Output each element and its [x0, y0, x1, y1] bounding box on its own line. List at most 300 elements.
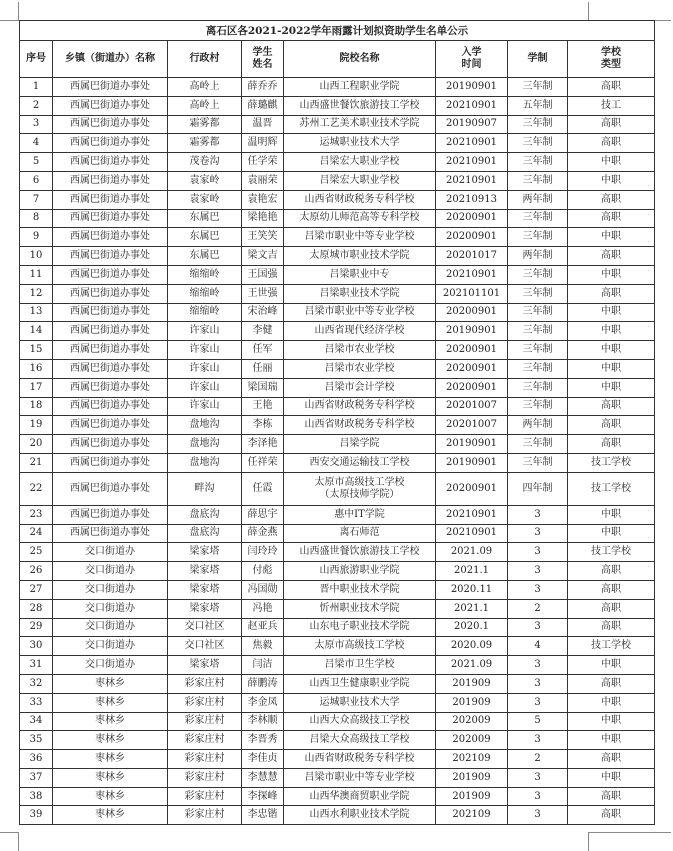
cell-town: 西属巴街道办事处 — [53, 524, 168, 543]
cell-enroll-date: 202009 — [436, 731, 508, 750]
cell-school: 山西盛世餐饮旅游技工学校 — [284, 96, 436, 115]
cell-school-type: 中职 — [568, 322, 655, 341]
cell-village: 盘地沟 — [168, 416, 242, 435]
table-row — [20, 656, 655, 675]
cell-village: 缩缩岭 — [168, 265, 242, 284]
cell-school-type: 高职 — [568, 435, 655, 454]
cell-school: 吕梁市农业学校 — [284, 341, 436, 360]
cell-village: 东属巴 — [168, 209, 242, 228]
cell-years: 3 — [508, 580, 568, 599]
cell-town: 枣林乡 — [53, 787, 168, 806]
cell-student-name: 李健 — [242, 322, 284, 341]
cell-enroll-date: 20210901 — [436, 524, 508, 543]
header-enroll-line1: 入学 — [461, 47, 482, 58]
cell-enroll-date: 20200901 — [436, 303, 508, 322]
cell-enroll-date: 20201007 — [436, 397, 508, 416]
cell-school: 山西省财政税务专科学校 — [284, 416, 436, 435]
cell-school: 吕梁市职业中等专业学校 — [284, 768, 436, 787]
cell-years: 三年制 — [508, 322, 568, 341]
cell-school-type: 高职 — [568, 806, 655, 825]
table-row — [20, 359, 655, 378]
cell-student-name: 李探峰 — [242, 787, 284, 806]
cell-school: 忻州职业技术学院 — [284, 599, 436, 618]
table-row — [20, 543, 655, 562]
table-row — [20, 806, 655, 825]
cell-school: 山西盛世餐饮旅游技工学校 — [284, 543, 436, 562]
cell-student-name: 闫洁 — [242, 656, 284, 675]
cell-school-type: 中职 — [568, 228, 655, 247]
table-row — [20, 453, 655, 472]
cell-enroll-date: 20190901 — [436, 453, 508, 472]
cell-town: 西属巴街道办事处 — [53, 247, 168, 266]
cell-years: 三年制 — [508, 397, 568, 416]
cell-town: 西属巴街道办事处 — [53, 284, 168, 303]
cell-school-type: 高职 — [568, 674, 655, 693]
table-row — [20, 171, 655, 190]
table-row — [20, 472, 655, 505]
header-enroll — [436, 41, 508, 78]
cell-student-name: 冯国勋 — [242, 580, 284, 599]
cell-village: 茂卷沟 — [168, 153, 242, 172]
table-row — [20, 637, 655, 656]
header-seq: 序号 — [20, 41, 53, 78]
header-type — [568, 41, 655, 78]
cell-enroll-date: 20201007 — [436, 416, 508, 435]
cell-village: 彩家庄村 — [168, 806, 242, 825]
cell-enroll-date: 2021.1 — [436, 599, 508, 618]
cell-enroll-date: 201909 — [436, 674, 508, 693]
cell-student-name: 薛鹏涛 — [242, 674, 284, 693]
cell-school: 吕梁市农业学校 — [284, 359, 436, 378]
cell-school-type: 中职 — [568, 505, 655, 524]
cell-seq: 28 — [20, 599, 53, 618]
cell-seq: 39 — [20, 806, 53, 825]
cell-seq: 16 — [20, 359, 53, 378]
cell-school: 吕梁宏大职业学校 — [284, 171, 436, 190]
cell-school: 吕梁职业技术学院 — [284, 284, 436, 303]
cell-seq: 15 — [20, 341, 53, 360]
cell-years: 三年制 — [508, 265, 568, 284]
cell-village: 缩缩岭 — [168, 284, 242, 303]
cell-school-type: 中职 — [568, 524, 655, 543]
cell-school: 太原城市职业技术学院 — [284, 247, 436, 266]
cell-enroll-date: 20210913 — [436, 190, 508, 209]
cell-years: 3 — [508, 562, 568, 581]
cell-school: 吕梁职业中专 — [284, 265, 436, 284]
cell-school: 太原市高级技工学校 （太原技师学院） — [284, 472, 436, 505]
cell-seq: 36 — [20, 750, 53, 769]
cell-town: 西属巴街道办事处 — [53, 378, 168, 397]
table-row — [20, 209, 655, 228]
table-row — [20, 750, 655, 769]
cell-enroll-date: 20210901 — [436, 171, 508, 190]
cell-student-name: 薛金燕 — [242, 524, 284, 543]
header-name-line2: 姓名 — [252, 59, 273, 70]
cell-school: 西安交通运输技工学校 — [284, 453, 436, 472]
cell-student-name: 李泽艳 — [242, 435, 284, 454]
header-village: 行政村 — [168, 41, 242, 78]
cell-school: 吕梁市卫生学校 — [284, 656, 436, 675]
cell-seq: 22 — [20, 472, 53, 505]
cell-student-name: 赵亚兵 — [242, 618, 284, 637]
cell-village: 盘底沟 — [168, 524, 242, 543]
cell-student-name: 薛乔乔 — [242, 78, 284, 97]
cell-school: 山西旅游职业学院 — [284, 562, 436, 581]
cell-enroll-date: 2020.11 — [436, 580, 508, 599]
cell-village: 许家山 — [168, 378, 242, 397]
cell-village: 交口社区 — [168, 637, 242, 656]
crop-mark-top-left — [0, 2, 19, 21]
cell-student-name: 薛思宇 — [242, 505, 284, 524]
cell-years: 三年制 — [508, 171, 568, 190]
cell-town: 交口街道办 — [53, 618, 168, 637]
cell-seq: 26 — [20, 562, 53, 581]
cell-school-type: 中职 — [568, 303, 655, 322]
cell-school-type: 高职 — [568, 78, 655, 97]
cell-years: 三年制 — [508, 153, 568, 172]
cell-school-type: 中职 — [568, 153, 655, 172]
cell-student-name: 李慧慧 — [242, 768, 284, 787]
cell-school-type: 高职 — [568, 247, 655, 266]
cell-enroll-date: 20190907 — [436, 115, 508, 134]
cell-town: 枣林乡 — [53, 768, 168, 787]
cell-years: 三年制 — [508, 284, 568, 303]
cell-years: 三年制 — [508, 341, 568, 360]
cell-town: 西属巴街道办事处 — [53, 265, 168, 284]
cell-school-type: 中职 — [568, 656, 655, 675]
cell-village: 许家山 — [168, 341, 242, 360]
cell-village: 袁家岭 — [168, 190, 242, 209]
cell-seq: 2 — [20, 96, 53, 115]
cell-student-name: 任军 — [242, 341, 284, 360]
cell-seq: 18 — [20, 397, 53, 416]
cell-student-name: 任霞 — [242, 472, 284, 505]
cell-enroll-date: 201909 — [436, 787, 508, 806]
cell-years: 3 — [508, 505, 568, 524]
cell-town: 西属巴街道办事处 — [53, 416, 168, 435]
cell-student-name: 梁艳艳 — [242, 209, 284, 228]
header-years: 学制 — [508, 41, 568, 78]
cell-seq: 29 — [20, 618, 53, 637]
cell-school-type: 中职 — [568, 712, 655, 731]
table-header-row — [20, 41, 655, 78]
cell-school: 苏州工艺美术职业技术学院 — [284, 115, 436, 134]
table-row — [20, 397, 655, 416]
cell-school: 山西省现代经济学校 — [284, 322, 436, 341]
cell-years: 三年制 — [508, 453, 568, 472]
table-body — [20, 78, 655, 825]
cell-town: 西属巴街道办事处 — [53, 134, 168, 153]
table-title-row — [20, 21, 655, 41]
cell-student-name: 李忠锴 — [242, 806, 284, 825]
cell-seq: 24 — [20, 524, 53, 543]
cell-village: 东属巴 — [168, 228, 242, 247]
table-row — [20, 341, 655, 360]
cell-village: 梁家塔 — [168, 562, 242, 581]
cell-enroll-date: 20200901 — [436, 209, 508, 228]
table-row — [20, 524, 655, 543]
table-row — [20, 768, 655, 787]
table-row — [20, 284, 655, 303]
cell-town: 西属巴街道办事处 — [53, 190, 168, 209]
cell-school: 吕梁市职业中等专业学校 — [284, 303, 436, 322]
cell-seq: 11 — [20, 265, 53, 284]
header-enroll-line2: 时间 — [461, 59, 482, 70]
cell-school-type: 技工 — [568, 96, 655, 115]
cell-years: 2 — [508, 599, 568, 618]
cell-enroll-date: 2021.1 — [436, 562, 508, 581]
cell-enroll-date: 2020.09 — [436, 637, 508, 656]
cell-village: 霜雾都 — [168, 134, 242, 153]
cell-school: 吕梁学院 — [284, 435, 436, 454]
crop-mark-bottom-left — [0, 832, 19, 851]
cell-school-type: 中职 — [568, 768, 655, 787]
cell-school-type: 高职 — [568, 284, 655, 303]
cell-seq: 33 — [20, 693, 53, 712]
table-row — [20, 78, 655, 97]
cell-student-name: 任学荣 — [242, 153, 284, 172]
cell-village: 梁家塔 — [168, 580, 242, 599]
table-row — [20, 787, 655, 806]
cell-years: 三年制 — [508, 78, 568, 97]
cell-school: 离石师范 — [284, 524, 436, 543]
cell-enroll-date: 20210901 — [436, 265, 508, 284]
cell-school: 晋中职业技术学院 — [284, 580, 436, 599]
cell-years: 五年制 — [508, 96, 568, 115]
cell-enroll-date: 20200901 — [436, 341, 508, 360]
table-row — [20, 505, 655, 524]
cell-village: 许家山 — [168, 359, 242, 378]
cell-seq: 4 — [20, 134, 53, 153]
cell-school: 太原幼儿师范高等专科学校 — [284, 209, 436, 228]
cell-enroll-date: 2021.09 — [436, 543, 508, 562]
cell-town: 西属巴街道办事处 — [53, 397, 168, 416]
table-row — [20, 190, 655, 209]
cell-school-type: 高职 — [568, 134, 655, 153]
table-row — [20, 115, 655, 134]
cell-student-name: 薛璐麒 — [242, 96, 284, 115]
cell-village: 交口社区 — [168, 618, 242, 637]
table-row — [20, 674, 655, 693]
table-row — [20, 228, 655, 247]
cell-enroll-date: 20190901 — [436, 435, 508, 454]
cell-school: 太原市高级技工学校 — [284, 637, 436, 656]
cell-town: 西属巴街道办事处 — [53, 341, 168, 360]
cell-seq: 20 — [20, 435, 53, 454]
cell-town: 西属巴街道办事处 — [53, 505, 168, 524]
cell-enroll-date: 202109 — [436, 750, 508, 769]
cell-village: 梁家塔 — [168, 599, 242, 618]
cell-enroll-date: 20200901 — [436, 359, 508, 378]
cell-seq: 13 — [20, 303, 53, 322]
header-name-line1: 学生 — [252, 47, 273, 58]
cell-student-name: 袁丽荣 — [242, 171, 284, 190]
cell-school-type: 高职 — [568, 599, 655, 618]
cell-town: 交口街道办 — [53, 656, 168, 675]
cell-enroll-date: 202009 — [436, 712, 508, 731]
cell-school: 山西省财政税务专科学校 — [284, 397, 436, 416]
cell-school-type: 技工学校 — [568, 453, 655, 472]
cell-seq: 12 — [20, 284, 53, 303]
cell-years: 两年制 — [508, 416, 568, 435]
cell-student-name: 李栋 — [242, 416, 284, 435]
cell-seq: 23 — [20, 505, 53, 524]
cell-village: 梁家塔 — [168, 656, 242, 675]
cell-town: 枣林乡 — [53, 674, 168, 693]
cell-seq: 19 — [20, 416, 53, 435]
cell-town: 枣林乡 — [53, 806, 168, 825]
cell-student-name: 李佳贞 — [242, 750, 284, 769]
cell-school: 山西水利职业技术学院 — [284, 806, 436, 825]
table-row — [20, 96, 655, 115]
cell-school-type: 技工学校 — [568, 472, 655, 505]
cell-years: 3 — [508, 618, 568, 637]
cell-seq: 30 — [20, 637, 53, 656]
cell-school-type: 中职 — [568, 341, 655, 360]
table-row — [20, 134, 655, 153]
table-row — [20, 247, 655, 266]
cell-seq: 8 — [20, 209, 53, 228]
cell-town: 西属巴街道办事处 — [53, 171, 168, 190]
cell-village: 盘底沟 — [168, 505, 242, 524]
cell-seq: 27 — [20, 580, 53, 599]
cell-enroll-date: 20210901 — [436, 96, 508, 115]
cell-school: 山西省财政税务专科学校 — [284, 190, 436, 209]
cell-years: 三年制 — [508, 435, 568, 454]
cell-town: 交口街道办 — [53, 543, 168, 562]
cell-town: 西属巴街道办事处 — [53, 359, 168, 378]
cell-school-type: 中职 — [568, 265, 655, 284]
cell-school-type: 技工学校 — [568, 543, 655, 562]
cell-school-type: 中职 — [568, 693, 655, 712]
header-type-line2: 类型 — [601, 59, 622, 70]
table-row — [20, 580, 655, 599]
cell-town: 交口街道办 — [53, 637, 168, 656]
cell-years: 三年制 — [508, 359, 568, 378]
cell-school: 吕梁市会计学校 — [284, 378, 436, 397]
cell-town: 西属巴街道办事处 — [53, 322, 168, 341]
cell-years: 3 — [508, 787, 568, 806]
cell-village: 彩家庄村 — [168, 712, 242, 731]
table-row — [20, 618, 655, 637]
cell-student-name: 梁文吉 — [242, 247, 284, 266]
cell-student-name: 任丽 — [242, 359, 284, 378]
cell-village: 高岭上 — [168, 78, 242, 97]
cell-village: 梁家塔 — [168, 543, 242, 562]
cell-student-name: 温晋 — [242, 115, 284, 134]
cell-village: 高岭上 — [168, 96, 242, 115]
cell-seq: 14 — [20, 322, 53, 341]
cell-school: 吕梁大众高级技工学校 — [284, 731, 436, 750]
cell-student-name: 付彪 — [242, 562, 284, 581]
cell-village: 彩家庄村 — [168, 750, 242, 769]
cell-town: 交口街道办 — [53, 599, 168, 618]
cell-enroll-date: 20200901 — [436, 228, 508, 247]
cell-town: 西属巴街道办事处 — [53, 228, 168, 247]
cell-town: 枣林乡 — [53, 731, 168, 750]
cell-enroll-date: 201909 — [436, 693, 508, 712]
cell-years: 3 — [508, 656, 568, 675]
cell-school: 运城职业技术大学 — [284, 134, 436, 153]
cell-school-type: 高职 — [568, 190, 655, 209]
cell-student-name: 宋治峰 — [242, 303, 284, 322]
cell-student-name: 王笑笑 — [242, 228, 284, 247]
table-row — [20, 693, 655, 712]
cell-years: 3 — [508, 731, 568, 750]
cell-village: 缩缩岭 — [168, 303, 242, 322]
cell-seq: 31 — [20, 656, 53, 675]
cell-village: 东属巴 — [168, 247, 242, 266]
cell-town: 西属巴街道办事处 — [53, 435, 168, 454]
cell-village: 彩家庄村 — [168, 674, 242, 693]
cell-student-name: 李金凤 — [242, 693, 284, 712]
cell-years: 三年制 — [508, 209, 568, 228]
cell-years: 三年制 — [508, 303, 568, 322]
header-name — [242, 41, 284, 78]
cell-years: 两年制 — [508, 247, 568, 266]
cell-town: 西属巴街道办事处 — [53, 472, 168, 505]
cell-school-type: 中职 — [568, 731, 655, 750]
cell-school-type: 中职 — [568, 359, 655, 378]
cell-school: 山西华澳商贸职业学院 — [284, 787, 436, 806]
cell-years: 5 — [508, 712, 568, 731]
table-row — [20, 712, 655, 731]
cell-village: 彩家庄村 — [168, 768, 242, 787]
cell-seq: 32 — [20, 674, 53, 693]
cell-enroll-date: 20210901 — [436, 505, 508, 524]
cell-enroll-date: 2020.1 — [436, 618, 508, 637]
cell-seq: 37 — [20, 768, 53, 787]
cell-years: 三年制 — [508, 378, 568, 397]
cell-town: 西属巴街道办事处 — [53, 303, 168, 322]
cell-school: 吕梁宏大职业学校 — [284, 153, 436, 172]
cell-student-name: 温明辉 — [242, 134, 284, 153]
cell-school-type: 高职 — [568, 618, 655, 637]
cell-years: 四年制 — [508, 472, 568, 505]
cell-student-name: 王世强 — [242, 284, 284, 303]
cell-student-name: 焦毅 — [242, 637, 284, 656]
cell-enroll-date: 2021.09 — [436, 656, 508, 675]
cell-seq: 34 — [20, 712, 53, 731]
table-row — [20, 599, 655, 618]
cell-town: 西属巴街道办事处 — [53, 209, 168, 228]
cell-enroll-date: 20210901 — [436, 134, 508, 153]
cell-years: 2 — [508, 750, 568, 769]
table-row — [20, 303, 655, 322]
cell-student-name: 闫玲玲 — [242, 543, 284, 562]
cell-village: 许家山 — [168, 397, 242, 416]
cell-village: 许家山 — [168, 322, 242, 341]
header-type-line1: 学校 — [601, 47, 622, 58]
cell-years: 3 — [508, 543, 568, 562]
cell-town: 交口街道办 — [53, 580, 168, 599]
cell-school: 运城职业技术大学 — [284, 693, 436, 712]
cell-school-type: 高职 — [568, 397, 655, 416]
cell-town: 交口街道办 — [53, 562, 168, 581]
cell-seq: 35 — [20, 731, 53, 750]
cell-student-name: 梁国瑞 — [242, 378, 284, 397]
cell-school: 惠中IT学院 — [284, 505, 436, 524]
cell-enroll-date: 20200901 — [436, 378, 508, 397]
table-row — [20, 435, 655, 454]
cell-seq: 3 — [20, 115, 53, 134]
cell-school: 山西省财政税务专科学校 — [284, 750, 436, 769]
cell-town: 枣林乡 — [53, 693, 168, 712]
cell-school-type: 中职 — [568, 171, 655, 190]
cell-seq: 38 — [20, 787, 53, 806]
student-list-table — [19, 20, 655, 825]
cell-school-type: 高职 — [568, 115, 655, 134]
